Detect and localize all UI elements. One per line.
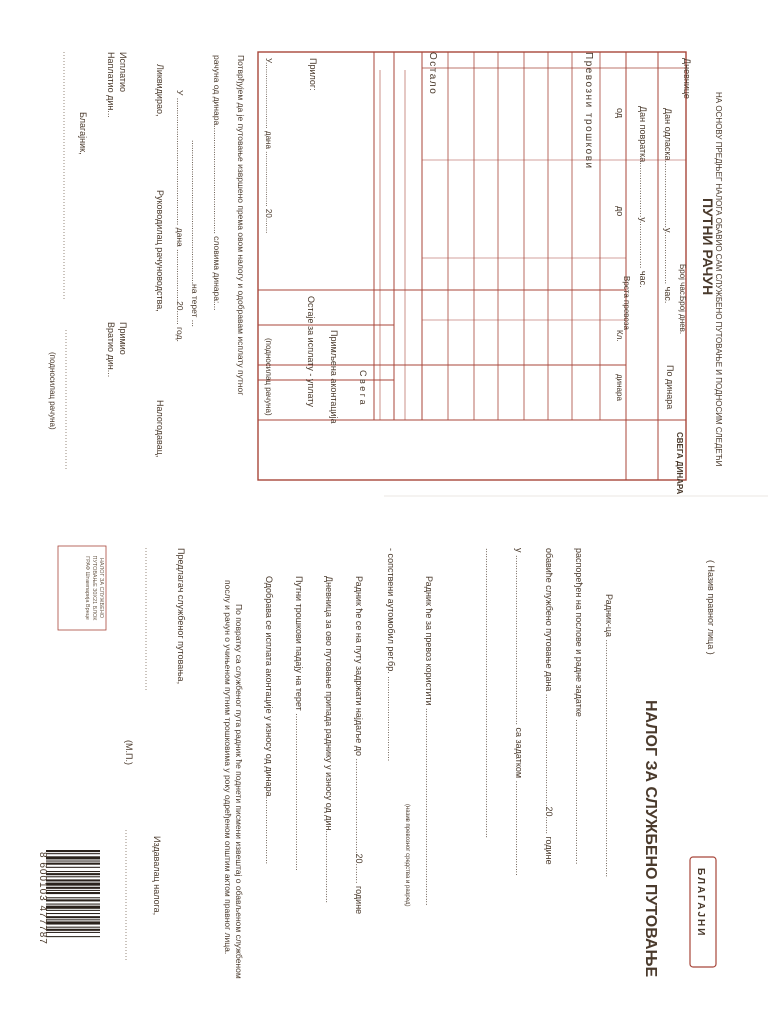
header-to: до	[615, 206, 625, 217]
attachment-label: Прилог:	[308, 58, 318, 91]
barcode-bar	[46, 936, 100, 937]
barcode-bar	[46, 906, 100, 909]
proposer-label: Предлагач службеног путовања,	[176, 548, 186, 685]
barcode-bar	[46, 916, 100, 918]
barcode-bar	[46, 921, 100, 924]
blank-line: ....................................................................................................................	[484, 548, 494, 839]
barcode-bar	[46, 887, 100, 889]
header-per-day: По динара	[665, 365, 675, 410]
issuer-label: Издавалац налога,	[152, 836, 162, 916]
paid-din-label: Наплатио дин...	[106, 52, 116, 118]
paid-label: Исплатио	[118, 52, 128, 93]
head-accounting-label: Руководилац рачуноводства,	[155, 190, 165, 312]
barcode-bar	[46, 892, 100, 894]
liquidated-label: Ликвидирао,	[155, 64, 165, 117]
barcode-bar	[46, 876, 100, 877]
header-hours: Број час.	[678, 264, 687, 297]
ordering-person-label: Налогодавац,	[155, 400, 165, 458]
transport-line: Радник ће за превоз користити ...............................................................................	[424, 576, 434, 906]
cashier-badge-text: БЛАГАЈНИ	[695, 868, 706, 938]
stamp-label: (М.П.)	[124, 740, 134, 765]
barcode-bar	[46, 929, 100, 931]
legal-entity-caption: ( Назив правног лица )	[706, 560, 716, 655]
place-line: У ...................................................... дана ......................20...... год.	[175, 90, 185, 342]
barcode-bar	[46, 883, 100, 886]
section-transport: Превозни трошкови	[583, 52, 594, 170]
date-line: У.............................. дана ......................... 20.......	[264, 58, 273, 234]
barcode-bar	[46, 910, 100, 911]
header-from: од	[615, 108, 625, 119]
remaining-label: Остаје за исплату - уплату	[306, 296, 316, 408]
header-class: Кл.	[615, 330, 624, 342]
total-label: С в е г а	[358, 370, 368, 405]
report-title: ПУТНИ РАЧУН	[700, 198, 716, 296]
advance-label: Примљена аконтација	[329, 330, 339, 424]
barcode-bar	[46, 904, 100, 905]
header-total: СВЕГА ДИНАРА	[675, 432, 684, 495]
per-diem-line: Дневница за ово путовање припада раднику у износу од дин.............................	[324, 576, 334, 904]
transport-caption: (назив превозног средства и разред)	[404, 804, 410, 907]
barcode-bar	[46, 861, 100, 862]
barcode-bar	[46, 850, 100, 852]
charge-line: .............................................................на терет ...	[190, 140, 200, 327]
advance-line: Одобрава се исплата аконтације у износу од динара...........................	[264, 576, 274, 865]
barcode-digits: 8 600103 477787	[37, 852, 48, 945]
barcode	[46, 850, 100, 937]
expenses-line: Путни трошкови падају на терет ...............................................................	[294, 576, 304, 871]
order-title: НАЛОГ ЗА СЛУЖБЕНО ПУТОВАЊЕ	[642, 700, 659, 978]
confirmation-text: Потврђујем да је путовање извршено према овом налогу и одобравам исплату путног	[236, 55, 246, 396]
barcode-bar	[46, 856, 100, 859]
barcode-bar	[46, 897, 100, 898]
barcode-bar	[46, 913, 100, 914]
section-other: Остало	[427, 52, 438, 96]
top-note: НА ОСНОВУ ПРЕДЊЕГ НАЛОГА ОБАВИО САМ СЛУЖБЕНО ПУТОВАЊЕ И ПОДНОСИМ СЛЕДЕЋИ	[714, 92, 723, 467]
signature-caption: (подносилац рачуна)	[264, 338, 273, 416]
barcode-bar	[46, 867, 100, 868]
travel-expense-report	[48, 52, 723, 495]
destination-line: у .................................................................... са задатком ......................................	[514, 548, 524, 876]
barcode-bar	[46, 927, 100, 928]
barcode-bar	[46, 899, 100, 901]
departure-field: Дан одласка...........................у..................... час.	[663, 108, 673, 304]
barcode-bar	[46, 863, 100, 865]
section-per-diem: Дневнице	[682, 58, 692, 99]
header-dinars: динара	[615, 374, 624, 401]
barcode-bar	[46, 873, 100, 875]
own-car-line: - сопствени аутомобил рег.бр. ..................................	[386, 548, 396, 762]
publisher-box-text: НАЛОГ ЗА СЛУЖБЕНО ПУТОВАЊЕ 30X21 БЛОК ГРАФ Штампарија Врнце	[84, 555, 104, 621]
barcode-bar	[46, 932, 100, 933]
barcode-bar	[46, 919, 100, 920]
employee-line: Радник-ца ...............................................................................................	[604, 594, 614, 878]
header-vehicle-type: Врста превоза	[622, 276, 631, 330]
assigned-line: распоређен на послове и радне задатке ..........................................................	[574, 548, 584, 865]
travel-date-line: обавиће службено путовање дана .............................................20....... године	[544, 548, 554, 865]
returned-label: Вратио дин...	[106, 322, 116, 378]
return-field: Дан повратка......................у................... час.	[638, 106, 648, 288]
barcode-bar	[46, 890, 100, 891]
cashier-label: Благајник,	[78, 112, 88, 155]
amount-line: рачуна од динара.............................................. словима динара:...	[212, 55, 222, 311]
header-days: Број днев.	[678, 296, 687, 335]
bottom-signature-caption: (подносилац рачуна)	[48, 352, 57, 430]
barcode-bar	[46, 879, 100, 881]
barcode-bar	[46, 853, 100, 854]
received-label: Примио	[118, 322, 128, 355]
return-notice: По повратку са службеног пута радник ће поднети писмени извештај о обављеном службеном послу и рачун о учињеном путним трошковима у року одређеном општим актом правног лица.	[223, 580, 244, 979]
travel-order	[37, 546, 716, 980]
barcode-bar	[46, 871, 100, 872]
stay-line: Радник ће се на путу задржати најдаље до ......................................20........ године	[354, 576, 364, 915]
